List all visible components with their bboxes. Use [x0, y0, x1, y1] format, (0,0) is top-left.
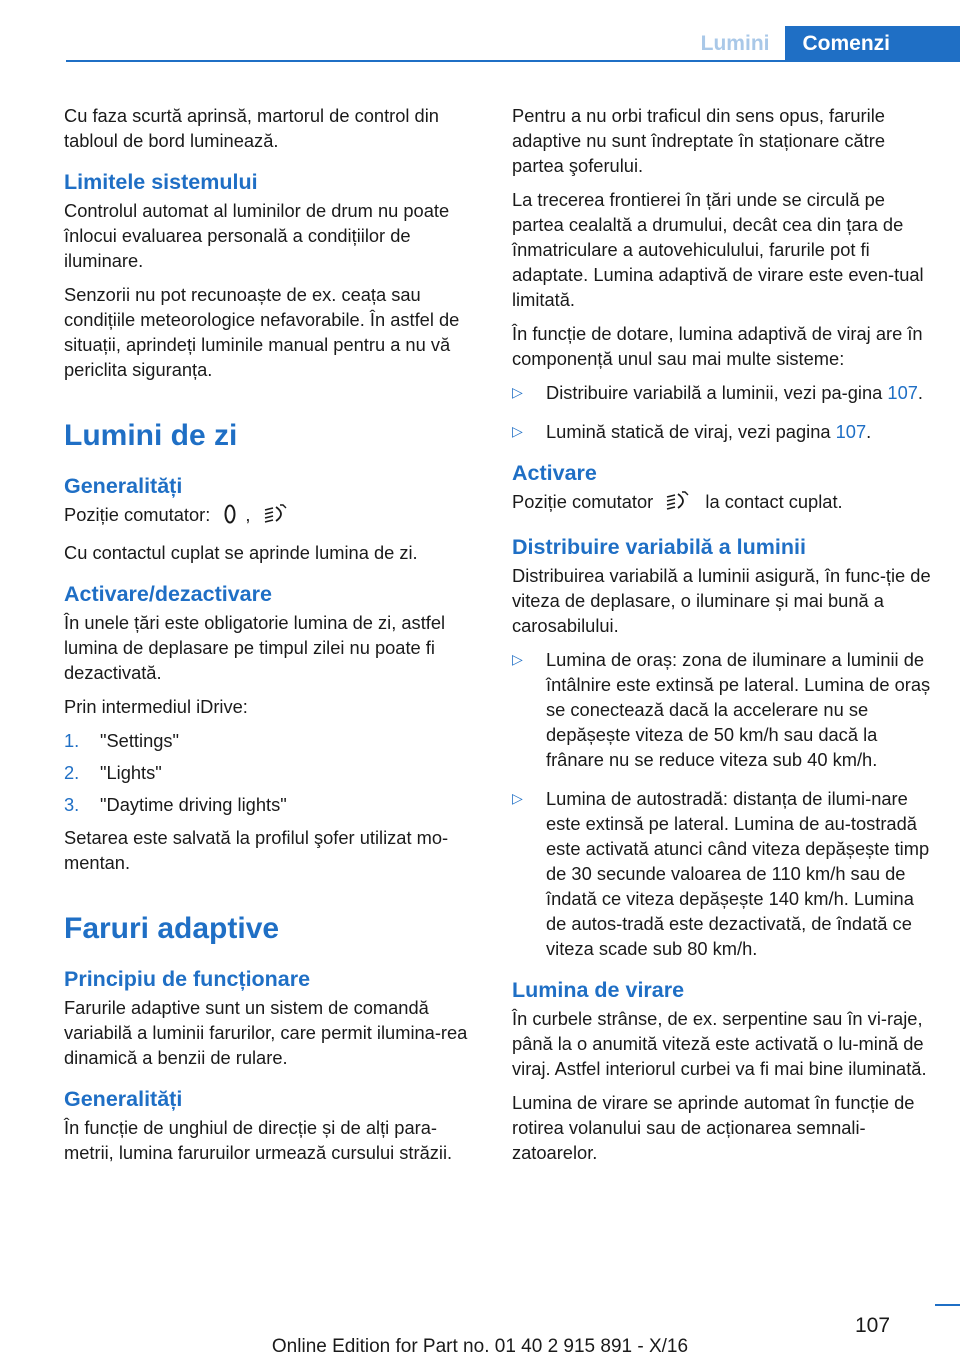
step-number: 2. [64, 762, 80, 783]
system-text: Distribuire variabilă a luminii, vezi pa‐gina [546, 382, 883, 403]
orbi-paragraph: Pentru a nu orbi traficul din sens opus, farurile adaptive nu sunt îndreptate în staționare către partea şoferului. [512, 105, 885, 176]
idrive-paragraph: Prin intermediul iDrive: [64, 696, 248, 717]
section-tab[interactable]: Lumini [681, 26, 786, 62]
pozitie-separator: , [245, 504, 251, 525]
heading-faruri-adaptive: Faruri adaptive [64, 912, 280, 945]
obligatorie-paragraph: În unele țări este obligatorie lumina de zi, astfel lumina de deplasare pe timpul zilei nu poate fi dezactivată. [64, 612, 446, 683]
heading-limite: Limitele sistemului [64, 170, 258, 194]
footer-rule [935, 1304, 960, 1306]
page-number: 107 [855, 1314, 891, 1337]
virare-paragraph-2: Lumina de virare se aprinde automat în funcție de rotirea volanului sau de acționarea semnali‐zatoarelor. [512, 1092, 915, 1163]
system-text: Lumină statică de viraj, vezi pagina [546, 421, 831, 442]
heading-virare: Lumina de virare [512, 978, 685, 1002]
right-column [512, 103, 932, 1174]
systems-list [512, 380, 932, 444]
contact-paragraph: Cu contactul cuplat se aprinde lumina de zi. [64, 542, 418, 563]
step-text: "Daytime driving lights" [100, 794, 287, 815]
setarea-paragraph: Setarea este salvată la profilul şofer utilizat mo‐mentan. [64, 827, 449, 873]
list-item [512, 647, 932, 772]
list-item [64, 728, 484, 753]
list-item [64, 792, 484, 817]
system-end: . [917, 382, 924, 403]
mode-text: Lumina de autostradă: distanța de ilumi‐nare este extinsă pe lateral. Lumina de au‐tostradă este activată atunci când viteza depășește timp de 30 secunde valoarea de 110 km/h sau de îndată ce viteza depășește 140 km/h. Lumina de autos‐tradă este dezactivată, de îndată ce viteza scade sub 80 km/h. [546, 788, 930, 959]
list-item [64, 760, 484, 785]
distribuire-paragraph: Distribuirea variabilă a luminii asigură, în func‐ție de viteza de deplasare, o iluminare și mai bună a carosabilului. [512, 565, 931, 636]
system-end: . [866, 421, 872, 442]
triangle-bullet-icon: ▷ [512, 790, 523, 806]
step-number: 1. [64, 730, 80, 751]
list-item [512, 419, 932, 444]
pozitie-prefix: Poziție comutator: [64, 504, 211, 525]
triangle-bullet-icon: ▷ [512, 384, 523, 400]
frontiera-paragraph: La trecerea frontierei în țări unde se circulă pe partea cealaltă a drumului, decât cea din țara de înmatriculare a autovehiculului, farurile pot fi adaptate. Lumina adaptivă de virare este even‐tual limitată. [512, 189, 924, 310]
heading-principiu: Principiu de funcționare [64, 967, 311, 991]
mode-text: Lumina de oraș: zona de iluminare a luminii de întâlnire este extinsă pe lateral. Lumina de oraș se conectează dacă la accelerare nu se depășește viteza de 50 km/h sau dacă la frânare nu se reduce viteza sub 40 km/h. [546, 649, 931, 770]
steps-list [64, 728, 484, 817]
limite-paragraph-2: Senzorii nu pot recunoaște de ex. ceața sau condițiile meteorologice nefavorabile. În astfel de situații, aprindeți luminile manual pentru a nu vă periclita siguranța. [64, 284, 460, 380]
virare-paragraph-1: În curbele strânse, de ex. serpentine sau în vi‐raje, până la o anumită viteză este activată o lu‐mină de viraj. Astfel interiorul curbei va fi mai bine iluminată. [512, 1008, 927, 1079]
heading-lumini-de-zi: Lumini de zi [64, 419, 238, 452]
auto-light-icon [666, 490, 692, 518]
step-text: "Lights" [100, 762, 162, 783]
list-item [512, 380, 932, 405]
heading-activare: Activare [512, 461, 597, 485]
heading-generalitati-1: Generalități [64, 474, 183, 498]
heading-generalitati-2: Generalități [64, 1087, 183, 1111]
limite-paragraph-1: Controlul automat al luminilor de drum nu poate înlocui evaluarea personală a condițiilor de iluminare. [64, 200, 450, 271]
pozitie-comutator-paragraph [64, 502, 484, 531]
auto-light-icon [264, 503, 290, 531]
edition-footer: Online Edition for Part no. 01 40 2 915 891 - X/16 [271, 1336, 689, 1357]
modes-list [512, 647, 932, 961]
unghi-paragraph: În funcție de unghiul de direcție și de alți para‐metrii, lumina faruruilor urmează cursului străzii. [64, 1117, 453, 1163]
header-rule [66, 60, 960, 62]
list-item [512, 786, 932, 961]
page-link[interactable]: 107 [835, 421, 867, 442]
heading-activare-dezactivare: Activare/dezactivare [64, 582, 272, 606]
header-tabs [681, 26, 960, 62]
page-link[interactable]: 107 [887, 382, 918, 403]
switch-zero-icon [223, 503, 237, 531]
triangle-bullet-icon: ▷ [512, 651, 523, 667]
step-number: 3. [64, 794, 80, 815]
activare-prefix: Poziție comutator [512, 491, 654, 512]
left-column [64, 103, 484, 1174]
activare-paragraph [512, 489, 932, 518]
heading-distribuire: Distribuire variabilă a luminii [512, 535, 806, 559]
step-text: "Settings" [100, 730, 180, 751]
dotare-paragraph: În funcție de dotare, lumina adaptivă de viraj are în componență unul sau mai multe sisteme: [512, 323, 923, 369]
chapter-tab[interactable]: Comenzi [785, 26, 960, 62]
activare-suffix: la contact cuplat. [705, 491, 843, 512]
principiu-paragraph: Farurile adaptive sunt un sistem de comandă variabilă a luminii farurilor, care permit ilumina‐rea dinamică a benzii de rulare. [64, 997, 468, 1068]
triangle-bullet-icon: ▷ [512, 423, 523, 439]
intro-paragraph: Cu faza scurtă aprinsă, martorul de control din tabloul de bord luminează. [64, 105, 439, 151]
